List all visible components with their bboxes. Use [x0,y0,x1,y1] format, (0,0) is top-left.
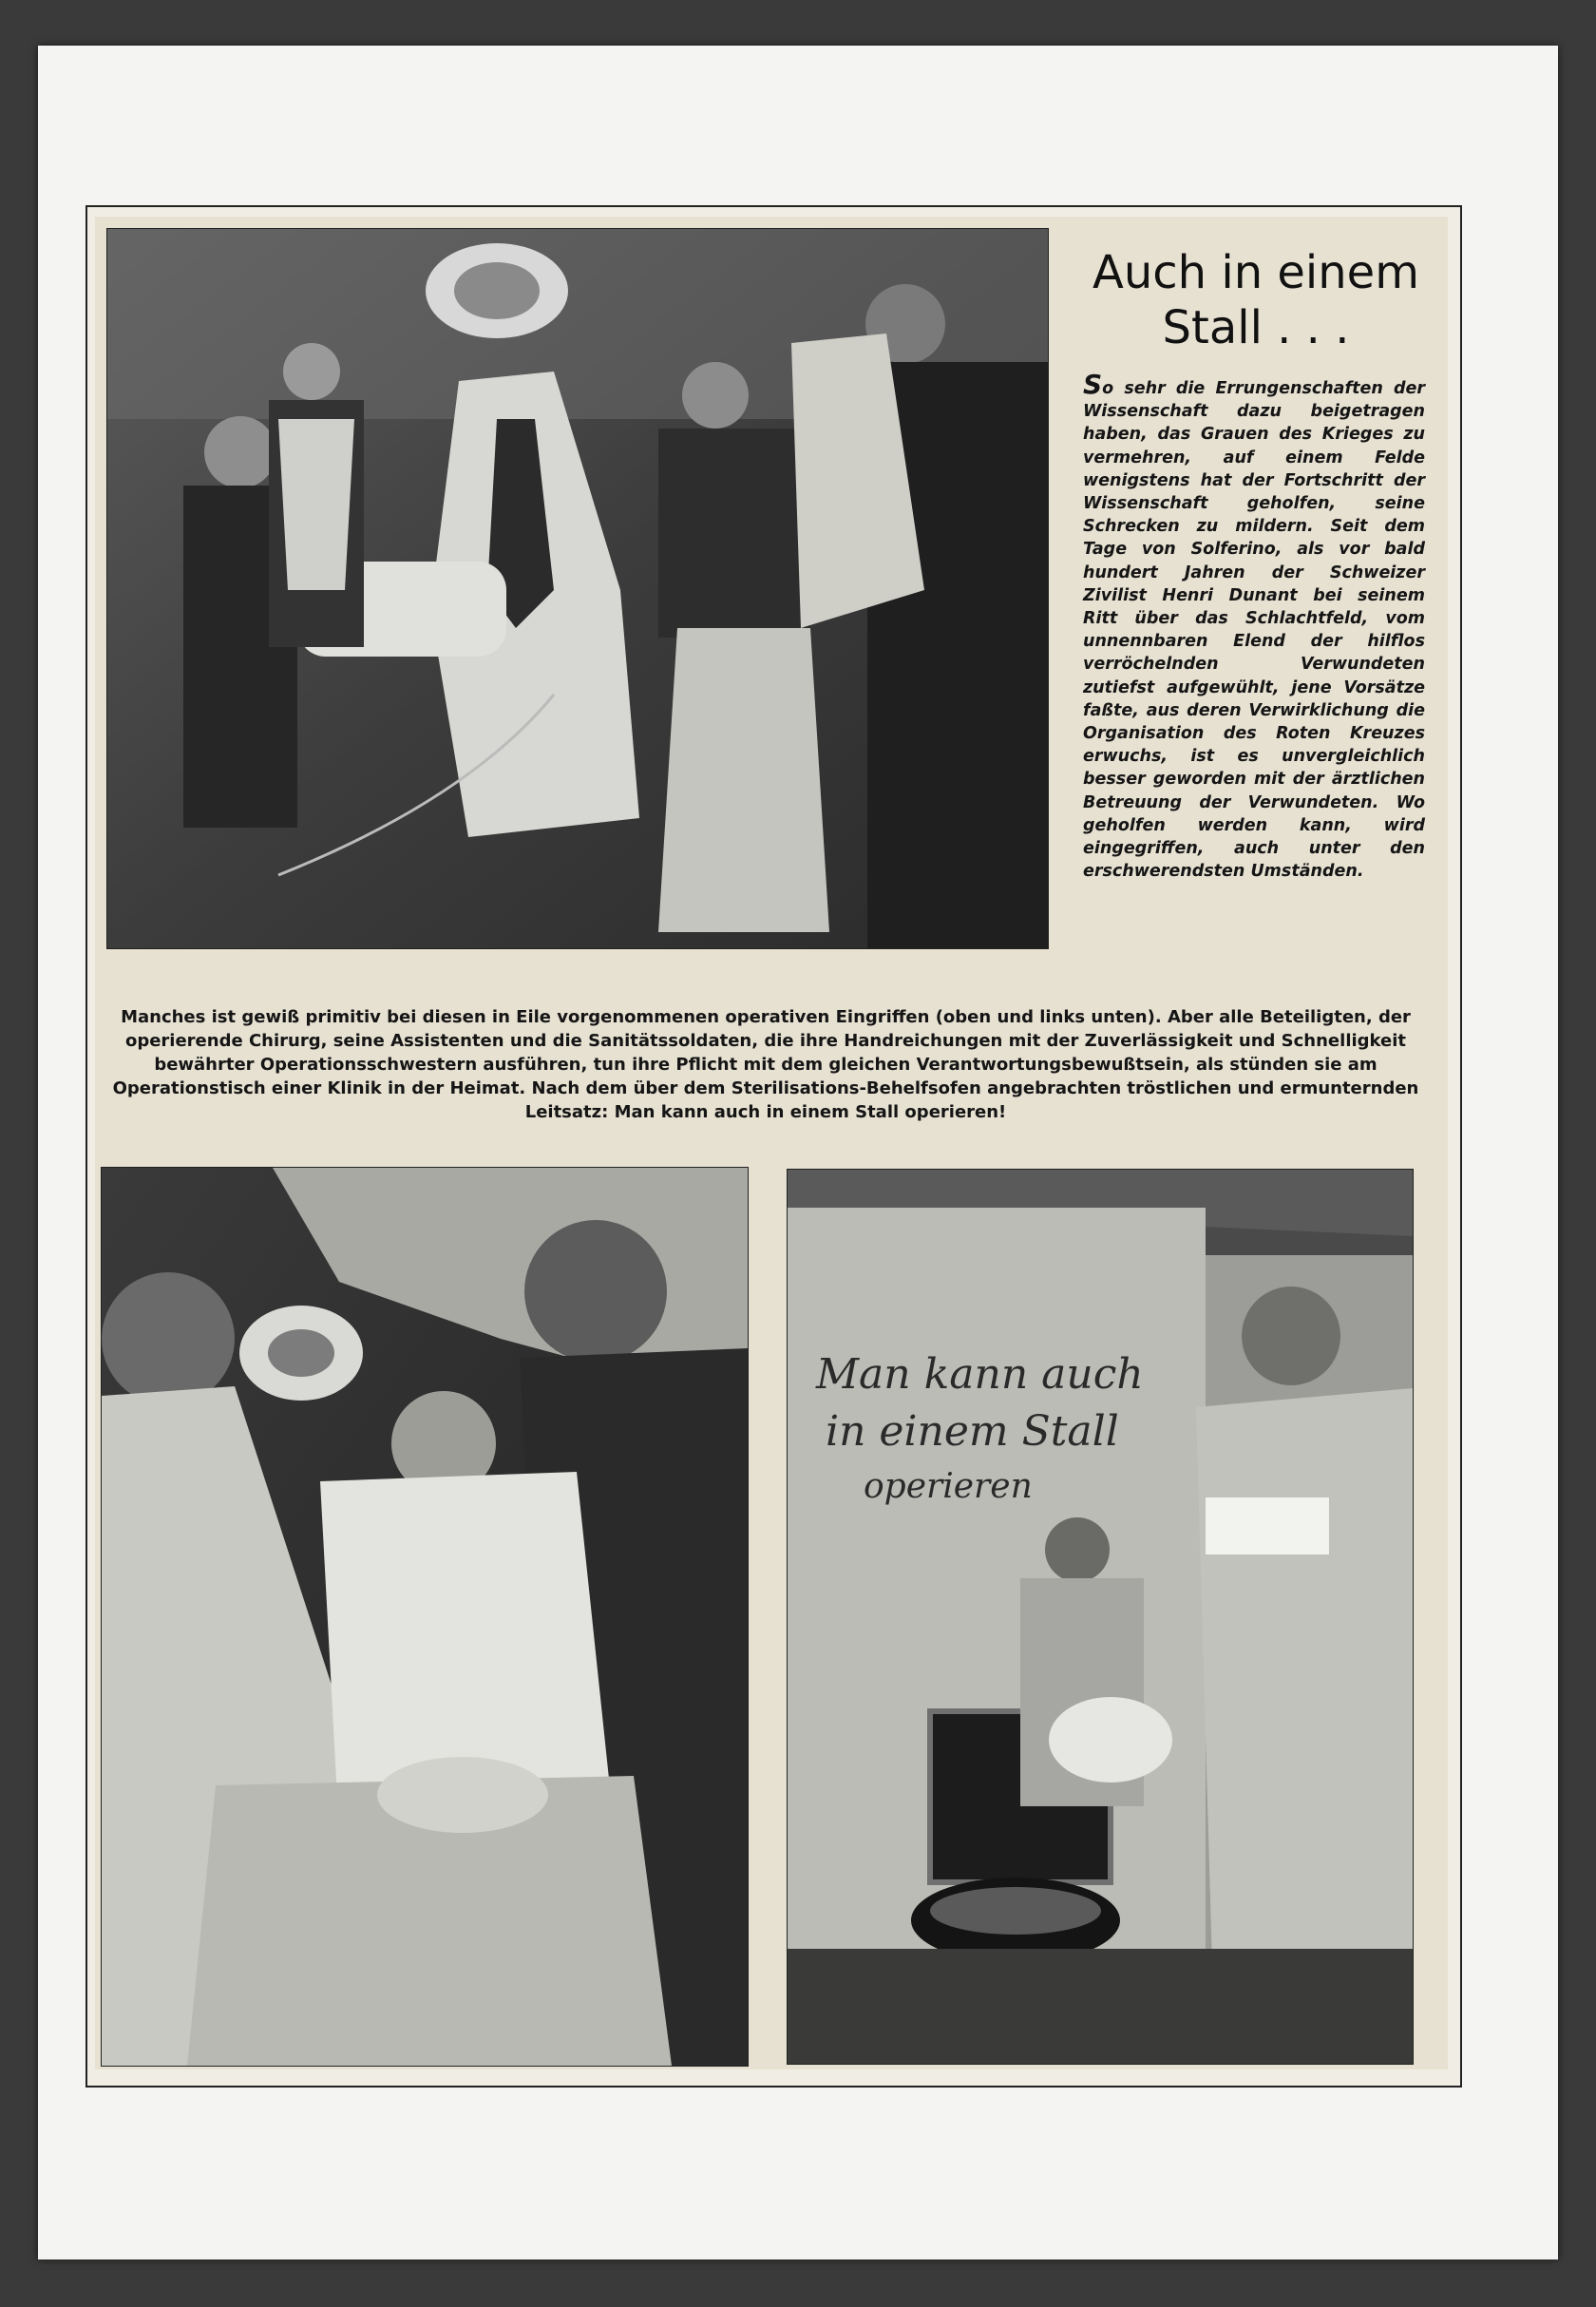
article-body-text: o sehr die Errungenschaften der Wissenschaft dazu beigetragen haben, das Grauen des Krieges zu vermehren, auf einem Felde wenigstens hat der Fortschritt der Wissenschaft geholfen, seine Schrecken zu mildern. Seit dem Tage von Solferino, als vor bald hundert Jahren der Schweizer Zivilist Henri Dunant bei seinem Ritt über das Schlachtfeld, vom unnennbaren Elend der hilflos verröchelnden Verwundeten zutiefst aufgewühlt, jene Vorsätze faßte, aus deren Verwirklichung die Organisation des Roten Kreuzes erwuchs, ist es unvergleichlich besser geworden mit der ärztlichen Betreuung der Verwundeten. Wo geholfen werden kann, wird eingegriffen, auch unter den erschwerendsten Umständen. [1083,379,1425,882]
article-headline [1075,245,1436,355]
wall-inscription-line-1: Man kann auch [816,1350,1144,1399]
photo-operating-team [106,228,1049,949]
wall-inscription-line-3: operieren [864,1467,1033,1506]
headline-line-2: Stall . . . [1162,301,1350,354]
photo-operating-team-image [107,229,1048,948]
wall-inscription-line-2: in einem Stall [826,1407,1119,1456]
photo-sterilisation-oven [787,1169,1414,2065]
album-page [38,46,1558,2259]
photo-surgeons [101,1167,749,2067]
photo-caption: Manches ist gewiß primitiv bei diesen in Eile vorgenommenen operativen Eingriffen (oben und links unten). Aber alle Beteiligten, der operierende Chirurg, seine Assistenten und die Sanitätssoldaten, die ihre Handreichungen mit der Zuverlässigkeit und Schnelligkeit bewährter Operationsschwestern ausführen, tun ihre Pflicht mit dem gleichen Verantwortungsbewußtsein, als stünden sie am Operationstisch einer Klinik in der Heimat. Nach dem über dem Sterilisations-Behelfsofen angebrachten tröstlichen und ermunternden Leitsatz: Man kann auch in einem Stall operieren! [112,1007,1419,1122]
clipping-frame [86,205,1462,2088]
photo-sterilisation-oven-image [788,1170,1413,2064]
photo-surgeons-image [102,1168,748,2066]
drop-cap: S [1083,369,1103,400]
headline-line-1: Auch in einem [1092,246,1419,299]
newspaper-clipping [95,217,1448,2069]
article-body [1083,369,1425,883]
